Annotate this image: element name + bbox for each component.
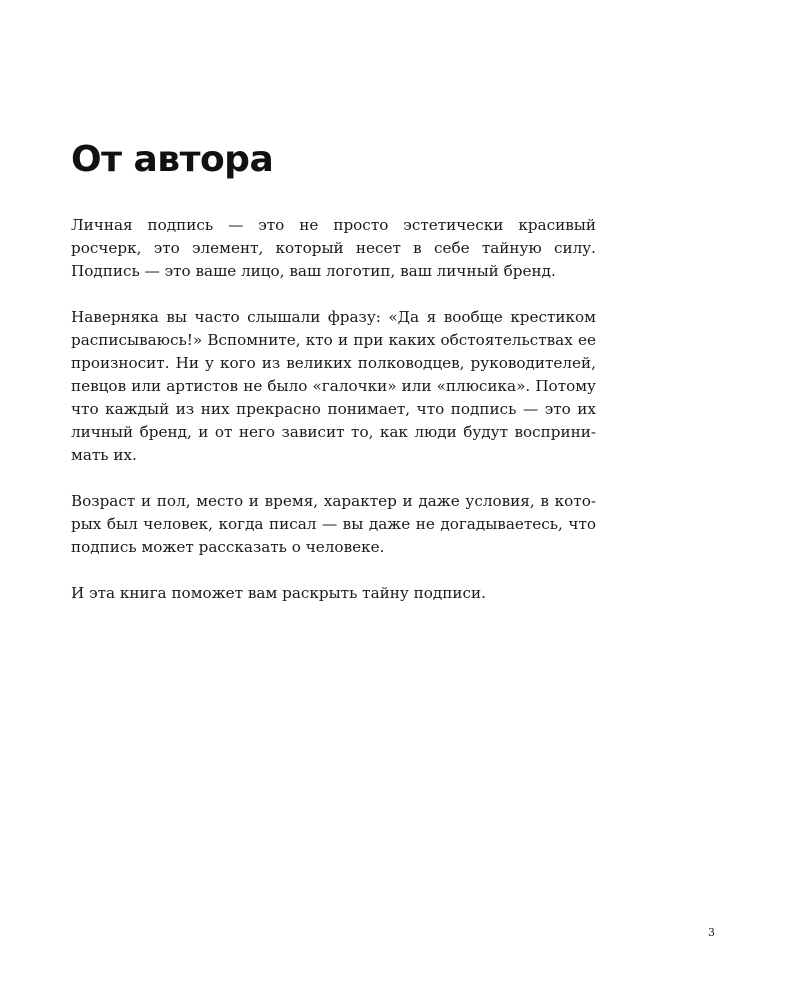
- page-title: От автора: [71, 139, 274, 180]
- page-number: 3: [708, 926, 715, 939]
- paragraph-2: Наверняка вы часто слышали фразу: «Да я вообще крестиком расписываюсь!» Вспомните, кто и при каких обстоятельствах ее произносит. Ни у кого из великих полководцев, руководителей, певцов или артистов не было «галочки» или «плюсика». Потому что каждый из них прекрасно понимает, что подпись — это их личный бренд, и от него зависит то, как люди будут воспринимать их.: [71, 308, 596, 464]
- paragraph-3: Возраст и пол, место и время, характер и даже условия, в которых был человек, когда писал — вы даже не догадываетесь, что подпись может рассказать о человеке.: [71, 492, 596, 556]
- paragraph-4: И эта книга поможет вам раскрыть тайну подписи.: [71, 584, 486, 602]
- body-text: [71, 214, 596, 628]
- paragraph-1: Личная подпись — это не просто эстетически красивый росчерк, это элемент, который несет в себе тайную силу. Подпись — это ваше лицо, ваш логотип, ваш личный бренд.: [71, 216, 596, 280]
